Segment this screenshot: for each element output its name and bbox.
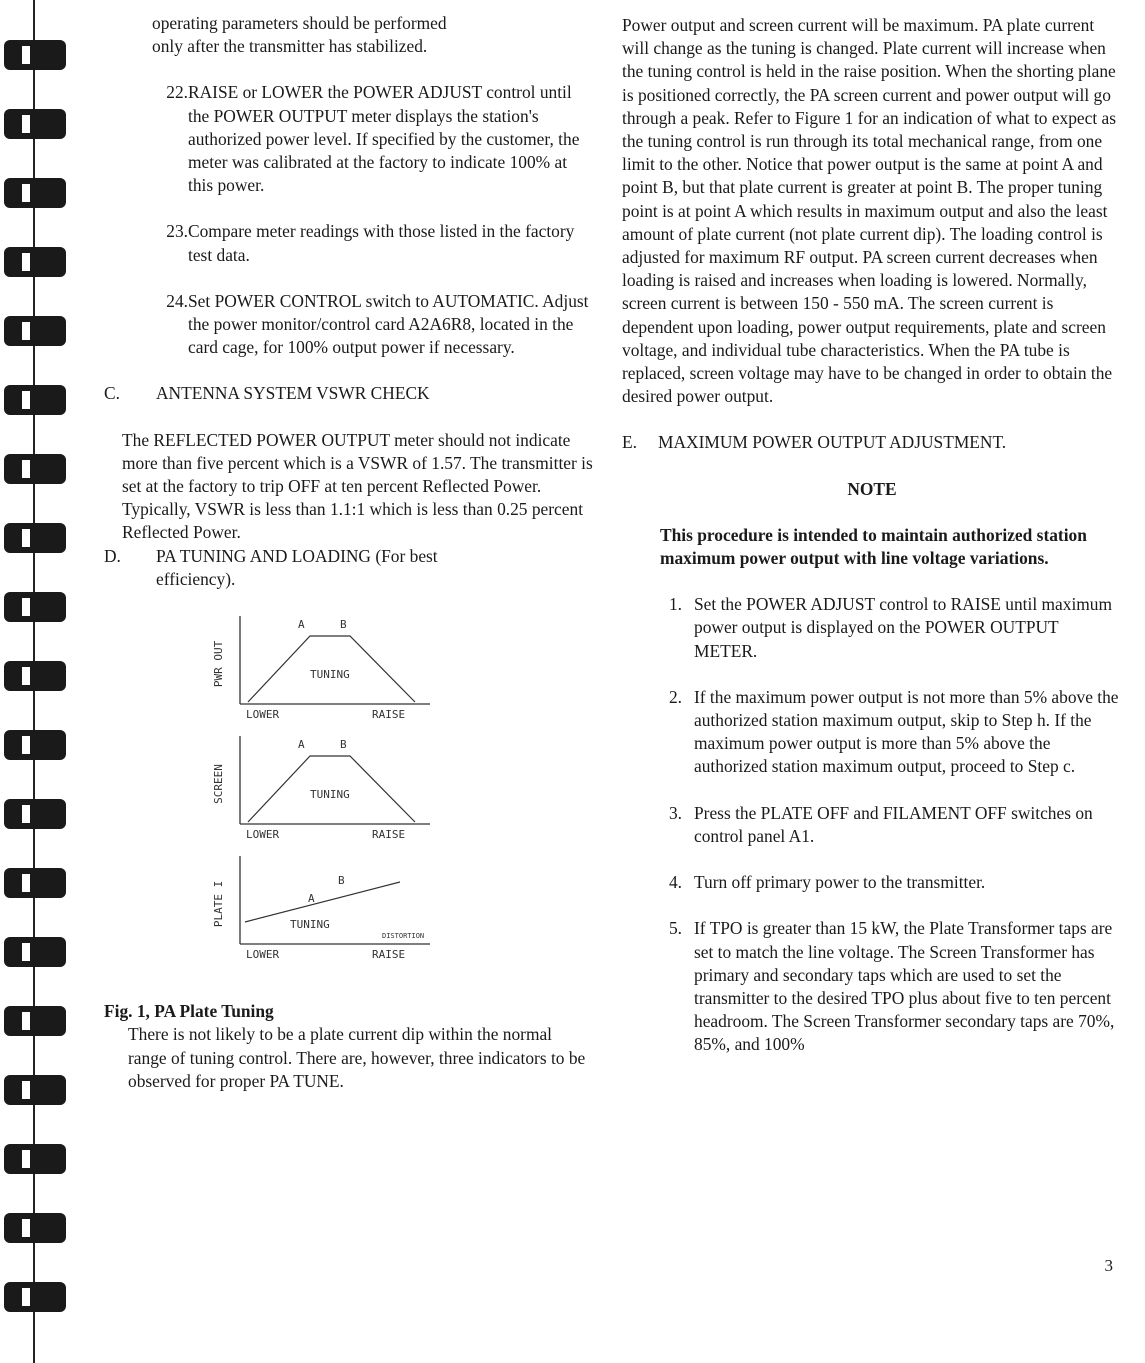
point-a-label: A (298, 738, 305, 752)
binding-ring-highlight (22, 115, 30, 133)
page-number: 3 (1104, 1256, 1113, 1275)
binding-ring (4, 799, 66, 829)
y-axis-label: PWR OUT (212, 640, 225, 688)
section-letter: C. (104, 383, 120, 404)
y-axis-label: SCREEN (212, 764, 225, 804)
step-text: If TPO is greater than 15 kW, the Plate Transformer taps are set to match the line voltage. The Screen Transformer has primary and secondary taps which are used to set the transmitter to the desired TPO plus about five to ten percent headroom. The Screen Transformer secondary taps are 70%, 85%, and 100% (694, 918, 1115, 1055)
step-number: 1. (668, 594, 682, 615)
step-number: 23. (166, 221, 188, 242)
step-2 (622, 686, 1122, 779)
point-b-label: B (338, 874, 345, 888)
binding-ring (4, 937, 66, 967)
x-axis-left-label: LOWER (246, 708, 280, 722)
left-column (104, 12, 594, 1093)
section-title: PA TUNING AND LOADING (For best efficiency). (156, 545, 438, 589)
step-text: Press the PLATE OFF and FILAMENT OFF switches on control panel A1. (694, 802, 1093, 846)
section-letter: D. (104, 545, 121, 566)
point-a-label: A (308, 892, 315, 906)
x-axis-right-label: RAISE (372, 948, 406, 962)
step-number: 4. (668, 872, 682, 893)
step-3 (622, 802, 1122, 848)
point-b-label: B (340, 618, 347, 632)
binding-ring-highlight (22, 667, 30, 685)
pa-plate-tuning-figure (200, 614, 560, 994)
note-title: NOTE (847, 478, 897, 499)
binding-ring-highlight (22, 46, 30, 64)
step-number: 2. (668, 686, 682, 707)
binding-ring-highlight (22, 1219, 30, 1237)
section-title: ANTENNA SYSTEM VSWR CHECK (156, 383, 430, 404)
note-body: This procedure is intended to maintain authorized station maximum power output with line voltage variations. (660, 524, 1087, 569)
x-axis-right-label: RAISE (372, 828, 406, 842)
section-title: MAXIMUM POWER OUTPUT ADJUSTMENT. (658, 432, 1007, 453)
section-letter: E. (622, 432, 637, 453)
step-text: Set POWER CONTROL switch to AUTOMATIC. Adjust the power monitor/control card A2A6R8, located in the card cage, for 100% output power if necessary. (188, 290, 589, 358)
step-number: 3. (668, 802, 682, 823)
curve-label: TUNING (290, 918, 330, 932)
binding-ring-highlight (22, 1288, 30, 1306)
step-text: Turn off primary power to the transmitter. (694, 872, 986, 893)
intro-line-1: operating parameters should be performed (152, 13, 447, 33)
closing-paragraph: There is not likely to be a plate current dip within the normal range of tuning control. There are, however, three indicators to be observed for proper PA TUNE. (128, 1024, 586, 1091)
x-axis-right-label: RAISE (372, 708, 406, 722)
spiral-binding (0, 0, 90, 1363)
binding-ring-highlight (22, 598, 30, 616)
binding-ring-highlight (22, 805, 30, 823)
binding-ring-highlight (22, 253, 30, 271)
step-text: Set the POWER ADJUST control to RAISE until maximum power output is displayed on the POWER OUTPUT METER. (694, 594, 1113, 661)
binding-ring (4, 1282, 66, 1312)
x-axis-left-label: LOWER (246, 828, 280, 842)
binding-ring (4, 592, 66, 622)
binding-ring-highlight (22, 1012, 30, 1030)
figure-caption: Fig. 1, PA Plate Tuning (104, 1001, 274, 1022)
binding-ring (4, 385, 66, 415)
binding-ring (4, 1213, 66, 1243)
binding-ring (4, 1006, 66, 1036)
binding-ring-highlight (22, 184, 30, 202)
step-22 (104, 81, 594, 197)
tuning-paragraph: Power output and screen current will be maximum. PA plate current will change as the tuning is changed. Plate current will increase when the tuning control is held in the raise position. When the shorting plane is positioned correctly, the PA screen current and power output will go through a peak. Refer to Figure 1 for an indication of what to expect as the tuning control is run through its total mechanical range, from one limit to the other. Notice that power output is the same at point A and point B, but that plate current is greater at point B. The proper tuning point is at point A which results in maximum output and also the least amount of plate current (not plate current dip). The loading control is adjusted for maximum RF output. PA screen current decreases when loading is raised and increases when loading is lowered. Normally, screen current is between 150 - 550 mA. The screen current is dependent upon loading, power output requirements, plate and screen voltage, and individual tube characteristics. When the PA tube is replaced, screen voltage may have to be changed in order to obtain the desired power output. (622, 15, 1117, 407)
curve-label: TUNING (310, 788, 350, 802)
binding-ring (4, 40, 66, 70)
binding-ring (4, 1075, 66, 1105)
binding-ring-highlight (22, 460, 30, 478)
step-text: Compare meter readings with those listed in the factory test data. (188, 221, 575, 265)
binding-ring-highlight (22, 943, 30, 961)
section-e-heading (622, 431, 1122, 454)
binding-ring-highlight (22, 1150, 30, 1168)
step-number: 5. (668, 918, 682, 939)
step-number: 24. (166, 290, 188, 311)
step-5 (622, 917, 1122, 1056)
binding-ring (4, 1144, 66, 1174)
step-text: RAISE or LOWER the POWER ADJUST control until the POWER OUTPUT meter displays the station's authorized power level. If specified by the customer, the meter was calibrated at the factory to indicate 100% at this power. (188, 82, 580, 196)
binding-ring (4, 454, 66, 484)
step-text: If the maximum power output is not more than 5% above the authorized station maximum output, skip to Step h. If the maximum power output is more than 5% above the authorized station maximum output, proceed to Step c. (694, 686, 1119, 777)
binding-ring-highlight (22, 1081, 30, 1099)
binding-ring (4, 247, 66, 277)
binding-ring (4, 523, 66, 553)
binding-ring (4, 178, 66, 208)
binding-ring-highlight (22, 322, 30, 340)
binding-ring-highlight (22, 529, 30, 547)
point-b-label: B (340, 738, 347, 752)
y-axis-label: PLATE I (212, 880, 225, 928)
binding-ring (4, 730, 66, 760)
x-axis-left-label: LOWER (246, 948, 280, 962)
section-c-heading (104, 382, 594, 405)
distortion-note: DISTORTION (382, 932, 425, 941)
binding-ring (4, 316, 66, 346)
step-24 (104, 290, 594, 360)
binding-ring-highlight (22, 736, 30, 754)
step-number: 22. (166, 82, 188, 103)
binding-ring (4, 661, 66, 691)
curve-label: TUNING (310, 668, 350, 682)
step-1 (622, 593, 1122, 663)
binding-ring (4, 109, 66, 139)
point-a-label: A (298, 618, 305, 632)
tuning-curve (245, 882, 400, 922)
section-c-body: The REFLECTED POWER OUTPUT meter should not indicate more than five percent which is a VSWR of 1.57. The transmitter is set at the factory to trip OFF at ten percent Reflected Power. Typically, VSWR is less than 1.1:1 which is less than 0.25 percent Reflected Power. (122, 429, 593, 543)
binding-ring-highlight (22, 874, 30, 892)
right-column (622, 14, 1122, 1080)
intro-line-2: only after the transmitter has stabilized. (152, 36, 428, 57)
section-d-heading (104, 545, 594, 591)
binding-ring (4, 868, 66, 898)
binding-ring-highlight (22, 391, 30, 409)
step-23 (104, 220, 594, 266)
step-4 (622, 871, 1122, 894)
